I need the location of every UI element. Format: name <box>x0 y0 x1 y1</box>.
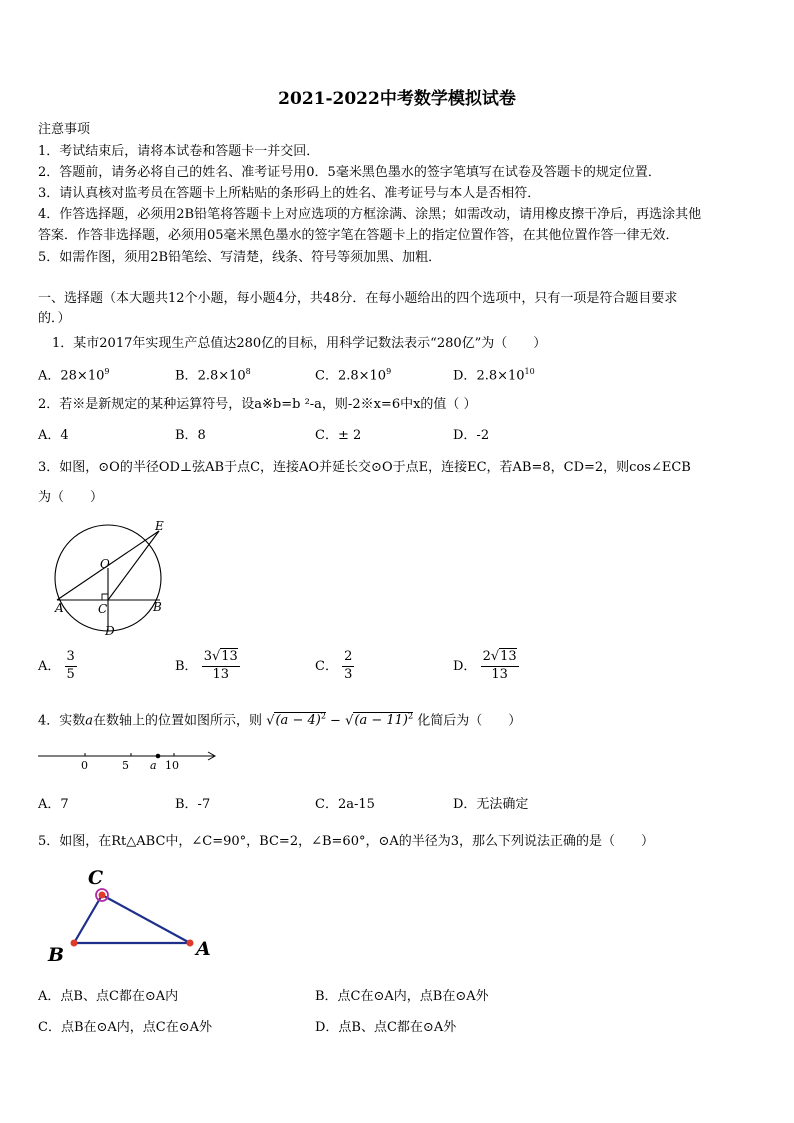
question-1-stem: 1．某市2017年实现生产总值达280亿的目标，用科学记数法表示“280亿”为（ ） <box>52 336 547 351</box>
numerator: 2 <box>342 650 354 667</box>
tick-label-a: a <box>150 759 157 772</box>
tick-label-5: 5 <box>122 759 129 772</box>
notice-heading: 注意事项 <box>38 122 91 137</box>
option-label: A． <box>38 658 61 674</box>
tick-label-10: 10 <box>165 759 179 772</box>
question-5-stem: 5．如图，在Rt△ABC中，∠C=90°，BC=2，∠B=60°，⊙A的半径为3，那么下列说法正确的是（ ） <box>38 834 655 849</box>
expression: (a − 4) <box>275 713 321 729</box>
minus-sign: − <box>330 713 341 729</box>
tick-label-0: 0 <box>81 759 88 772</box>
question-3-stem: 3．如图，⊙O的半径OD⊥弦AB于点C，连接AO并延长交⊙O于点E，连接EC，若AB=8，CD=2，则cos∠ECB <box>38 460 691 475</box>
vertex-a <box>187 940 194 947</box>
expression: (a − 11) <box>354 713 408 729</box>
stem-text: 在数轴上的位置如图所示，则 <box>93 713 263 729</box>
number-line-figure <box>36 746 220 772</box>
label-b: B <box>153 600 162 614</box>
section-heading-cont: 的．） <box>38 311 71 326</box>
question-4-stem: 4．实数a在数轴上的位置如图所示，则 $√(a - 4)^2 - √(a - 11)^2$ 化简后为（ ） <box>38 712 522 729</box>
exponent: 2 <box>407 712 414 721</box>
q1-option-c[interactable] <box>315 368 391 382</box>
fraction <box>481 650 519 683</box>
option-value: 2.8×10 <box>337 368 387 384</box>
denominator: 13 <box>212 666 230 682</box>
vertex-b <box>71 940 78 947</box>
label-a: A <box>55 601 64 615</box>
radicand: 13 <box>500 649 517 664</box>
fraction <box>342 650 354 683</box>
denominator: 5 <box>66 666 75 682</box>
q5-option-b[interactable]: B．点C在⊙A内，点B在⊙A外 <box>315 989 489 1004</box>
option-value: 28×10 <box>60 368 105 384</box>
q3-option-c[interactable] <box>315 650 354 683</box>
notice-item: 3．请认真核对监考员在答题卡上所粘贴的条形码上的姓名、准考证号与本人是否相符． <box>38 186 541 201</box>
q5-option-a[interactable]: A．点B、点C都在⊙A内 <box>38 989 179 1004</box>
vertex-c <box>99 892 106 899</box>
option-exponent: 9 <box>104 367 110 376</box>
stem-text: 化简后为（ ） <box>417 713 522 729</box>
q5-option-d[interactable]: D．点B、点C都在⊙A外 <box>315 1020 457 1035</box>
q4-option-a[interactable]: A．7 <box>38 797 69 812</box>
option-label: A． <box>38 368 61 384</box>
label-d: D <box>105 624 115 638</box>
fraction <box>202 650 240 683</box>
notice-item: 4．作答选择题，必须用2B铅笔将答题卡上对应选项的方框涂满、涂黑；如需改动，请用橡皮擦干净后，再选涂其他 <box>38 207 702 222</box>
numerator: 3√13 <box>202 650 240 667</box>
label-c: C <box>98 602 108 616</box>
option-value: 2.8×10 <box>197 368 246 384</box>
q4-option-c[interactable]: C．2a-15 <box>315 797 375 812</box>
option-label: B． <box>175 658 198 674</box>
numerator: 3 <box>65 650 77 667</box>
radicand: 13 <box>221 649 238 664</box>
coefficient: 2 <box>482 649 491 664</box>
circle-figure <box>52 518 172 640</box>
triangle-figure <box>44 862 224 968</box>
option-exponent: 8 <box>245 367 251 376</box>
page-title: 2021-2022中考数学模拟试卷 <box>278 89 516 109</box>
option-label: C． <box>315 658 338 674</box>
question-2-stem: 2．若※是新规定的某种运算符号，设a※b=b ²-a，则-2※x=6中x的值（ ） <box>38 397 477 412</box>
option-label: D． <box>453 658 477 674</box>
option-label: D． <box>453 368 477 384</box>
exponent: 2 <box>320 712 326 721</box>
q4-option-b[interactable]: B．-7 <box>175 797 211 812</box>
q2-option-d[interactable]: D．-2 <box>453 428 490 443</box>
label-b: B <box>48 944 65 966</box>
triangle-abc <box>74 895 190 943</box>
q3-option-d[interactable] <box>453 650 519 683</box>
q2-option-b[interactable]: B．8 <box>175 428 206 443</box>
label-e: E <box>155 519 164 533</box>
q3-option-b[interactable] <box>175 650 240 683</box>
q4-option-d[interactable]: D．无法确定 <box>453 797 529 812</box>
option-exponent: 9 <box>386 367 392 376</box>
q1-option-b[interactable] <box>175 368 251 382</box>
notice-item: 2．答题前，请务必将自己的姓名、准考证号用0．5毫米黑色墨水的签字笔填写在试卷及答题卡的规定位置． <box>38 165 661 180</box>
segment-ec <box>108 531 159 600</box>
question-3-stem-cont: 为（ ） <box>38 490 104 505</box>
option-label: C． <box>315 368 338 384</box>
denominator: 3 <box>344 666 353 682</box>
denominator: 13 <box>491 666 508 682</box>
q2-option-c[interactable]: C．± 2 <box>315 428 362 443</box>
stem-text: 4．实数 <box>38 713 86 729</box>
q1-option-a[interactable] <box>38 368 109 382</box>
label-o: O <box>100 557 110 571</box>
fraction <box>65 650 77 683</box>
numerator: 2√13 <box>481 650 519 667</box>
label-a: A <box>196 938 211 960</box>
radical-expression <box>353 712 413 728</box>
q1-option-d[interactable] <box>453 368 535 382</box>
q2-option-a[interactable]: A．4 <box>38 428 69 443</box>
notice-item: 1．考试结束后，请将本试卷和答题卡一并交回． <box>38 144 320 159</box>
radical-expression <box>274 712 325 728</box>
section-heading: 一、选择题（本大题共12个小题，每小题4分，共48分．在每小题给出的四个选项中，只有一项是符合题目要求 <box>38 291 678 306</box>
option-exponent: 10 <box>524 367 535 376</box>
notice-item: 5．如需作图，须用2B铅笔绘、写清楚，线条、符号等须加黑、加粗． <box>38 250 442 265</box>
label-c: C <box>88 867 104 889</box>
right-angle-mark <box>102 594 108 600</box>
variable-a: a <box>85 713 94 729</box>
q5-option-c[interactable]: C．点B在⊙A内，点C在⊙A外 <box>38 1020 213 1035</box>
option-value: 2.8×10 <box>476 368 525 384</box>
point-a <box>156 754 161 759</box>
coefficient: 3 <box>203 649 212 664</box>
q3-option-a[interactable] <box>38 650 77 683</box>
notice-item: 答案．作答非选择题，必须用05毫米黑色墨水的签字笔在答题卡上的指定位置作答，在其他位置作答一律无效． <box>38 228 679 243</box>
option-label: B． <box>175 368 198 384</box>
